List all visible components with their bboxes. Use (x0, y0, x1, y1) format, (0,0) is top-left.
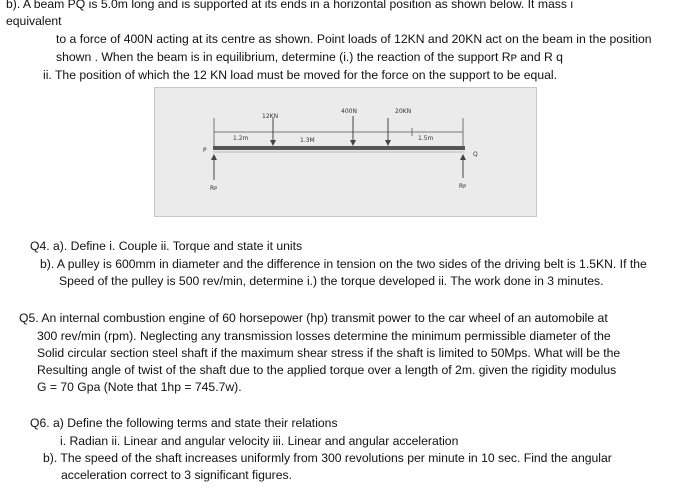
question-5-line1: Q5. An internal combustion engine of 60 horsepower (hp) transmit power to the car wheel of an automobile at (19, 311, 608, 325)
question-6a: Q6. a) Define the following terms and state their relations (30, 416, 338, 430)
beam (213, 146, 465, 150)
load-400n-label: 400N (341, 108, 357, 115)
beam-diagram-svg (155, 88, 536, 216)
dim-1-2m-label: 1.2m (233, 135, 249, 142)
question-b-part-ii: ii. The position of which the 12 KN load must be moved for the force on the support to be equal. (43, 68, 557, 82)
load-12kn-label: 12KN (262, 113, 279, 120)
question-5-line3: Solid circular section steel shaft if the maximum shear stress if the shaft is limited to 50Mps. What will be the (37, 346, 621, 360)
question-4b-line2: Speed of the pulley is 500 rev/min, determine i.) the torque developed ii. The work done in 3 minutes. (59, 274, 604, 288)
question-b-line3: shown . When the beam is in equilibrium, determine (i.) the reaction of the support Rᴘ and R q (56, 50, 563, 64)
question-5-line2: 300 rev/min (rpm). Neglecting any transmission losses determine the minimum permissible diameter of the (37, 329, 611, 343)
question-5-line4: Resulting angle of twist of the shaft due to the applied torque over a length of 2m. given the rigidity modulus (37, 363, 617, 377)
question-b-equivalent: equivalent (6, 14, 62, 28)
question-6b-line1: b). The speed of the shaft increases uniformly from 300 revolutions per minute in 10 sec. Find the angular (43, 451, 612, 465)
question-6b-line2: acceleration correct to 3 significant figures. (61, 468, 292, 482)
end-p-label: P (203, 147, 207, 154)
question-4b-line1: b). A pulley is 600mm in diameter and the difference in tension on the two sides of the driving belt is 1.5KN. If the (40, 257, 647, 271)
question-4a: Q4. a). Define i. Couple ii. Torque and state it units (30, 239, 303, 253)
load-400n-arrow (350, 116, 356, 146)
reaction-p-label: Rᴘ (210, 185, 218, 192)
question-6a-items: i. Radian ii. Linear and angular velocity iii. Linear and angular acceleration (60, 434, 459, 448)
reaction-q-label: Rᴘ (459, 183, 467, 190)
end-q-label: Q (473, 151, 478, 158)
reaction-p-arrow (211, 154, 217, 180)
dim-1-5m-label: 1.5m (418, 135, 434, 142)
load-20kn-label: 20KN (395, 108, 412, 115)
dim-1-3m-label: 1.3M (300, 137, 315, 144)
reaction-q-arrow (460, 154, 466, 178)
question-b-line2: to a force of 400N acting at its centre as shown. Point loads of 12KN and 20KN act on the beam in the position (56, 32, 652, 46)
question-b-intro: b). A beam PQ is 5.0m long and is supported at its ends in a horizontal position as shown below. It mass i (6, 0, 574, 11)
question-5-line5: G = 70 Gpa (Note that 1hp = 745.7w). (37, 380, 242, 394)
beam-diagram (154, 87, 537, 217)
